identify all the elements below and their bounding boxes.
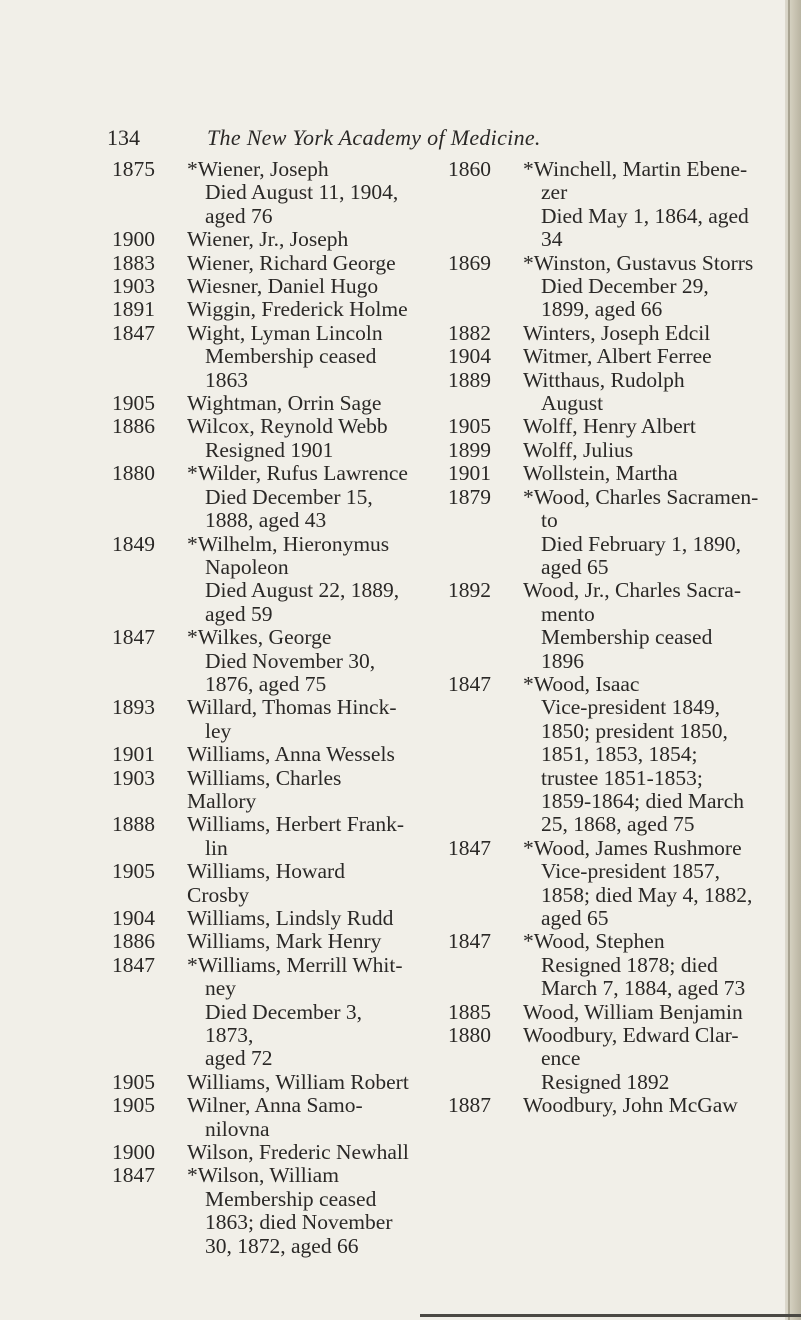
election-year: 1880 [448, 1023, 491, 1048]
election-year: 1875 [112, 157, 155, 181]
election-year: 1904 [112, 906, 155, 930]
election-year: 1886 [112, 929, 155, 954]
member-entry [112, 907, 412, 930]
election-year: 1888 [112, 812, 155, 837]
member-name: Wightman, Orrin Sage [187, 391, 382, 416]
member-name: Wilcox, Reynold Webb [187, 414, 388, 439]
member-entry [112, 298, 412, 321]
member-name: *Wood, Charles Sacramen- [523, 484, 759, 509]
member-note: Died November 30, [205, 648, 376, 673]
member-note: ence [541, 1046, 581, 1071]
election-year: 1879 [448, 484, 491, 509]
member-name: Wiesner, Daniel Hugo [187, 274, 379, 299]
member-entry [448, 930, 768, 1000]
member-entry [448, 462, 768, 485]
election-year: 1847 [448, 671, 491, 696]
member-note: aged 65 [541, 554, 609, 579]
election-year: 1899 [448, 437, 491, 462]
member-name: Wood, William Benjamin [523, 999, 743, 1024]
member-entry [112, 813, 412, 860]
member-entry [112, 252, 412, 275]
member-entry [112, 767, 412, 814]
member-name: Woodbury, John McGaw [523, 1093, 738, 1118]
member-note: aged 65 [541, 906, 609, 930]
page-number: 134 [107, 125, 140, 150]
election-year: 1847 [112, 1163, 155, 1188]
member-entry [448, 1001, 768, 1024]
election-year: 1900 [112, 1140, 155, 1165]
member-name: Wolff, Julius [523, 437, 634, 462]
member-name: *Wilhelm, Hieronymus [187, 531, 390, 556]
member-name: Witmer, Albert Ferree [523, 344, 712, 369]
election-year: 1905 [448, 414, 491, 439]
member-name: Wilson, Frederic Newhall [187, 1140, 409, 1165]
member-note: ley [205, 718, 232, 743]
member-name: Wight, Lyman Lincoln [187, 320, 383, 345]
member-note: 30, 1872, aged 66 [205, 1233, 359, 1258]
member-entry [448, 579, 768, 673]
member-name: Wiener, Jr., Joseph [187, 227, 349, 252]
member-name: Willard, Thomas Hinck- [187, 695, 397, 720]
election-year: 1880 [112, 461, 155, 486]
member-name: Williams, Lindsly Rudd [187, 906, 394, 930]
election-year: 1903 [112, 274, 155, 299]
right-column [448, 158, 768, 1118]
member-name: *Wood, Stephen [523, 929, 665, 954]
member-entry [448, 369, 768, 416]
member-name: *Winchell, Martin Ebene- [523, 157, 748, 181]
member-note: 25, 1868, aged 75 [541, 812, 695, 837]
member-entry [112, 930, 412, 953]
member-note: 1859-1864; died March [541, 788, 745, 813]
member-note: mento [541, 601, 595, 626]
member-name: *Winston, Gustavus Storrs [523, 250, 754, 275]
member-name: Williams, William Robert [187, 1069, 409, 1094]
election-year: 1847 [448, 835, 491, 860]
member-entry [448, 673, 768, 837]
member-entry [112, 1164, 412, 1258]
member-entry [112, 275, 412, 298]
member-entry [112, 462, 412, 532]
member-name: Witthaus, Rudolph [523, 367, 685, 392]
member-note: 1863 [205, 367, 248, 392]
election-year: 1882 [448, 320, 491, 345]
member-note: Membership ceased [205, 344, 377, 369]
member-entry [448, 486, 768, 580]
member-note: Resigned 1892 [541, 1069, 670, 1094]
member-name: *Wilson, William [187, 1163, 339, 1188]
member-name: *Wilder, Rufus Lawrence [187, 461, 408, 486]
page-edge-line [788, 0, 790, 1320]
member-note: Died February 1, 1890, [541, 531, 742, 556]
member-note: Resigned 1901 [205, 437, 334, 462]
election-year: 1893 [112, 695, 155, 720]
member-name: Woodbury, Edward Clar- [523, 1023, 739, 1048]
election-year: 1901 [112, 742, 155, 767]
member-entry [112, 1071, 412, 1094]
election-year: 1905 [112, 1069, 155, 1094]
member-entry [112, 954, 412, 1071]
election-year: 1849 [112, 531, 155, 556]
member-note: 1858; died May 4, 1882, [541, 882, 753, 907]
election-year: 1889 [448, 367, 491, 392]
member-name: Williams, Anna Wessels [187, 742, 395, 767]
election-year: 1869 [448, 250, 491, 275]
member-entry [112, 1141, 412, 1164]
election-year: 1892 [448, 578, 491, 603]
member-note: Vice-president 1857, [541, 859, 721, 884]
election-year: 1847 [112, 320, 155, 345]
election-year: 1886 [112, 414, 155, 439]
member-note: to [541, 508, 558, 533]
member-name: *Wood, James Rushmore [523, 835, 742, 860]
member-entry [112, 696, 412, 743]
member-name: Winters, Joseph Edcil [523, 320, 711, 345]
election-year: 1885 [448, 999, 491, 1024]
member-note: lin [205, 835, 228, 860]
member-note: Died December 29, [541, 274, 709, 299]
election-year: 1905 [112, 391, 155, 416]
member-note: Resigned 1878; died [541, 952, 718, 977]
member-note: Died August 11, 1904, [205, 180, 399, 205]
election-year: 1887 [448, 1093, 491, 1118]
election-year: 1905 [112, 859, 155, 884]
member-note: aged 59 [205, 601, 273, 626]
member-entry [112, 626, 412, 696]
member-entry [448, 1094, 768, 1117]
member-name: Williams, Charles Mallory [187, 765, 342, 813]
member-note: 1876, aged 75 [205, 671, 327, 696]
member-note: aged 76 [205, 203, 273, 228]
member-note: Membership ceased [205, 1186, 377, 1211]
member-entry [112, 1094, 412, 1141]
member-entry [448, 252, 768, 322]
member-entry [112, 533, 412, 627]
member-entry [112, 392, 412, 415]
member-note: ney [205, 976, 237, 1001]
member-name: Wiener, Richard George [187, 250, 396, 275]
election-year: 1847 [112, 952, 155, 977]
member-note: aged 72 [205, 1046, 273, 1071]
election-year: 1904 [448, 344, 491, 369]
member-name: *Wilkes, George [187, 625, 332, 650]
member-note: zer [541, 180, 568, 205]
member-note: 1851, 1853, 1854; [541, 742, 698, 767]
member-note: Died December 15, [205, 484, 373, 509]
running-header [107, 125, 787, 155]
election-year: 1891 [112, 297, 155, 322]
left-column [112, 158, 412, 1258]
election-year: 1905 [112, 1093, 155, 1118]
member-name: Williams, Mark Henry [187, 929, 382, 954]
member-note: 1899, aged 66 [541, 297, 663, 322]
member-entry [448, 439, 768, 462]
member-entry [112, 158, 412, 228]
member-entry [448, 158, 768, 252]
member-entry [112, 743, 412, 766]
member-note: 1863; died November [205, 1210, 393, 1235]
election-year: 1860 [448, 157, 491, 181]
member-entry [112, 415, 412, 462]
election-year: 1847 [448, 929, 491, 954]
member-name: Wilner, Anna Samo- [187, 1093, 363, 1118]
member-note: August [541, 391, 604, 416]
election-year: 1901 [448, 461, 491, 486]
member-name: *Wood, Isaac [523, 671, 640, 696]
member-entry [112, 322, 412, 392]
member-note: nilovna [205, 1116, 270, 1141]
member-name: Wollstein, Martha [523, 461, 678, 486]
member-entry [448, 415, 768, 438]
member-name: *Williams, Merrill Whit- [187, 952, 403, 977]
member-entry [112, 228, 412, 251]
member-entry [448, 837, 768, 931]
member-entry [112, 860, 412, 907]
member-entry [448, 1024, 768, 1094]
member-note: Died August 22, 1889, [205, 578, 400, 603]
member-note: Membership ceased [541, 625, 713, 650]
member-note: Died May 1, 1864, aged [541, 203, 749, 228]
member-note: trustee 1851-1853; [541, 765, 703, 790]
bottom-rule [420, 1314, 801, 1317]
member-note: 34 [541, 227, 563, 252]
member-note: 1850; president 1850, [541, 718, 728, 743]
member-name: *Wiener, Joseph [187, 157, 329, 181]
member-note: Napoleon [205, 554, 289, 579]
member-name: Wiggin, Frederick Holme [187, 297, 408, 322]
member-note: March 7, 1884, aged 73 [541, 976, 746, 1001]
member-name: Williams, Howard Crosby [187, 859, 345, 907]
member-name: Wood, Jr., Charles Sacra- [523, 578, 741, 603]
member-entry [448, 322, 768, 345]
member-entry [448, 345, 768, 368]
member-note: 1896 [541, 648, 584, 673]
election-year: 1903 [112, 765, 155, 790]
election-year: 1900 [112, 227, 155, 252]
election-year: 1847 [112, 625, 155, 650]
member-name: Williams, Herbert Frank- [187, 812, 405, 837]
member-name: Wolff, Henry Albert [523, 414, 696, 439]
election-year: 1883 [112, 250, 155, 275]
member-note: Vice-president 1849, [541, 695, 721, 720]
member-note: Died December 3, 1873, [205, 999, 362, 1048]
member-note: 1888, aged 43 [205, 508, 327, 533]
page-title: The New York Academy of Medicine. [207, 125, 541, 150]
